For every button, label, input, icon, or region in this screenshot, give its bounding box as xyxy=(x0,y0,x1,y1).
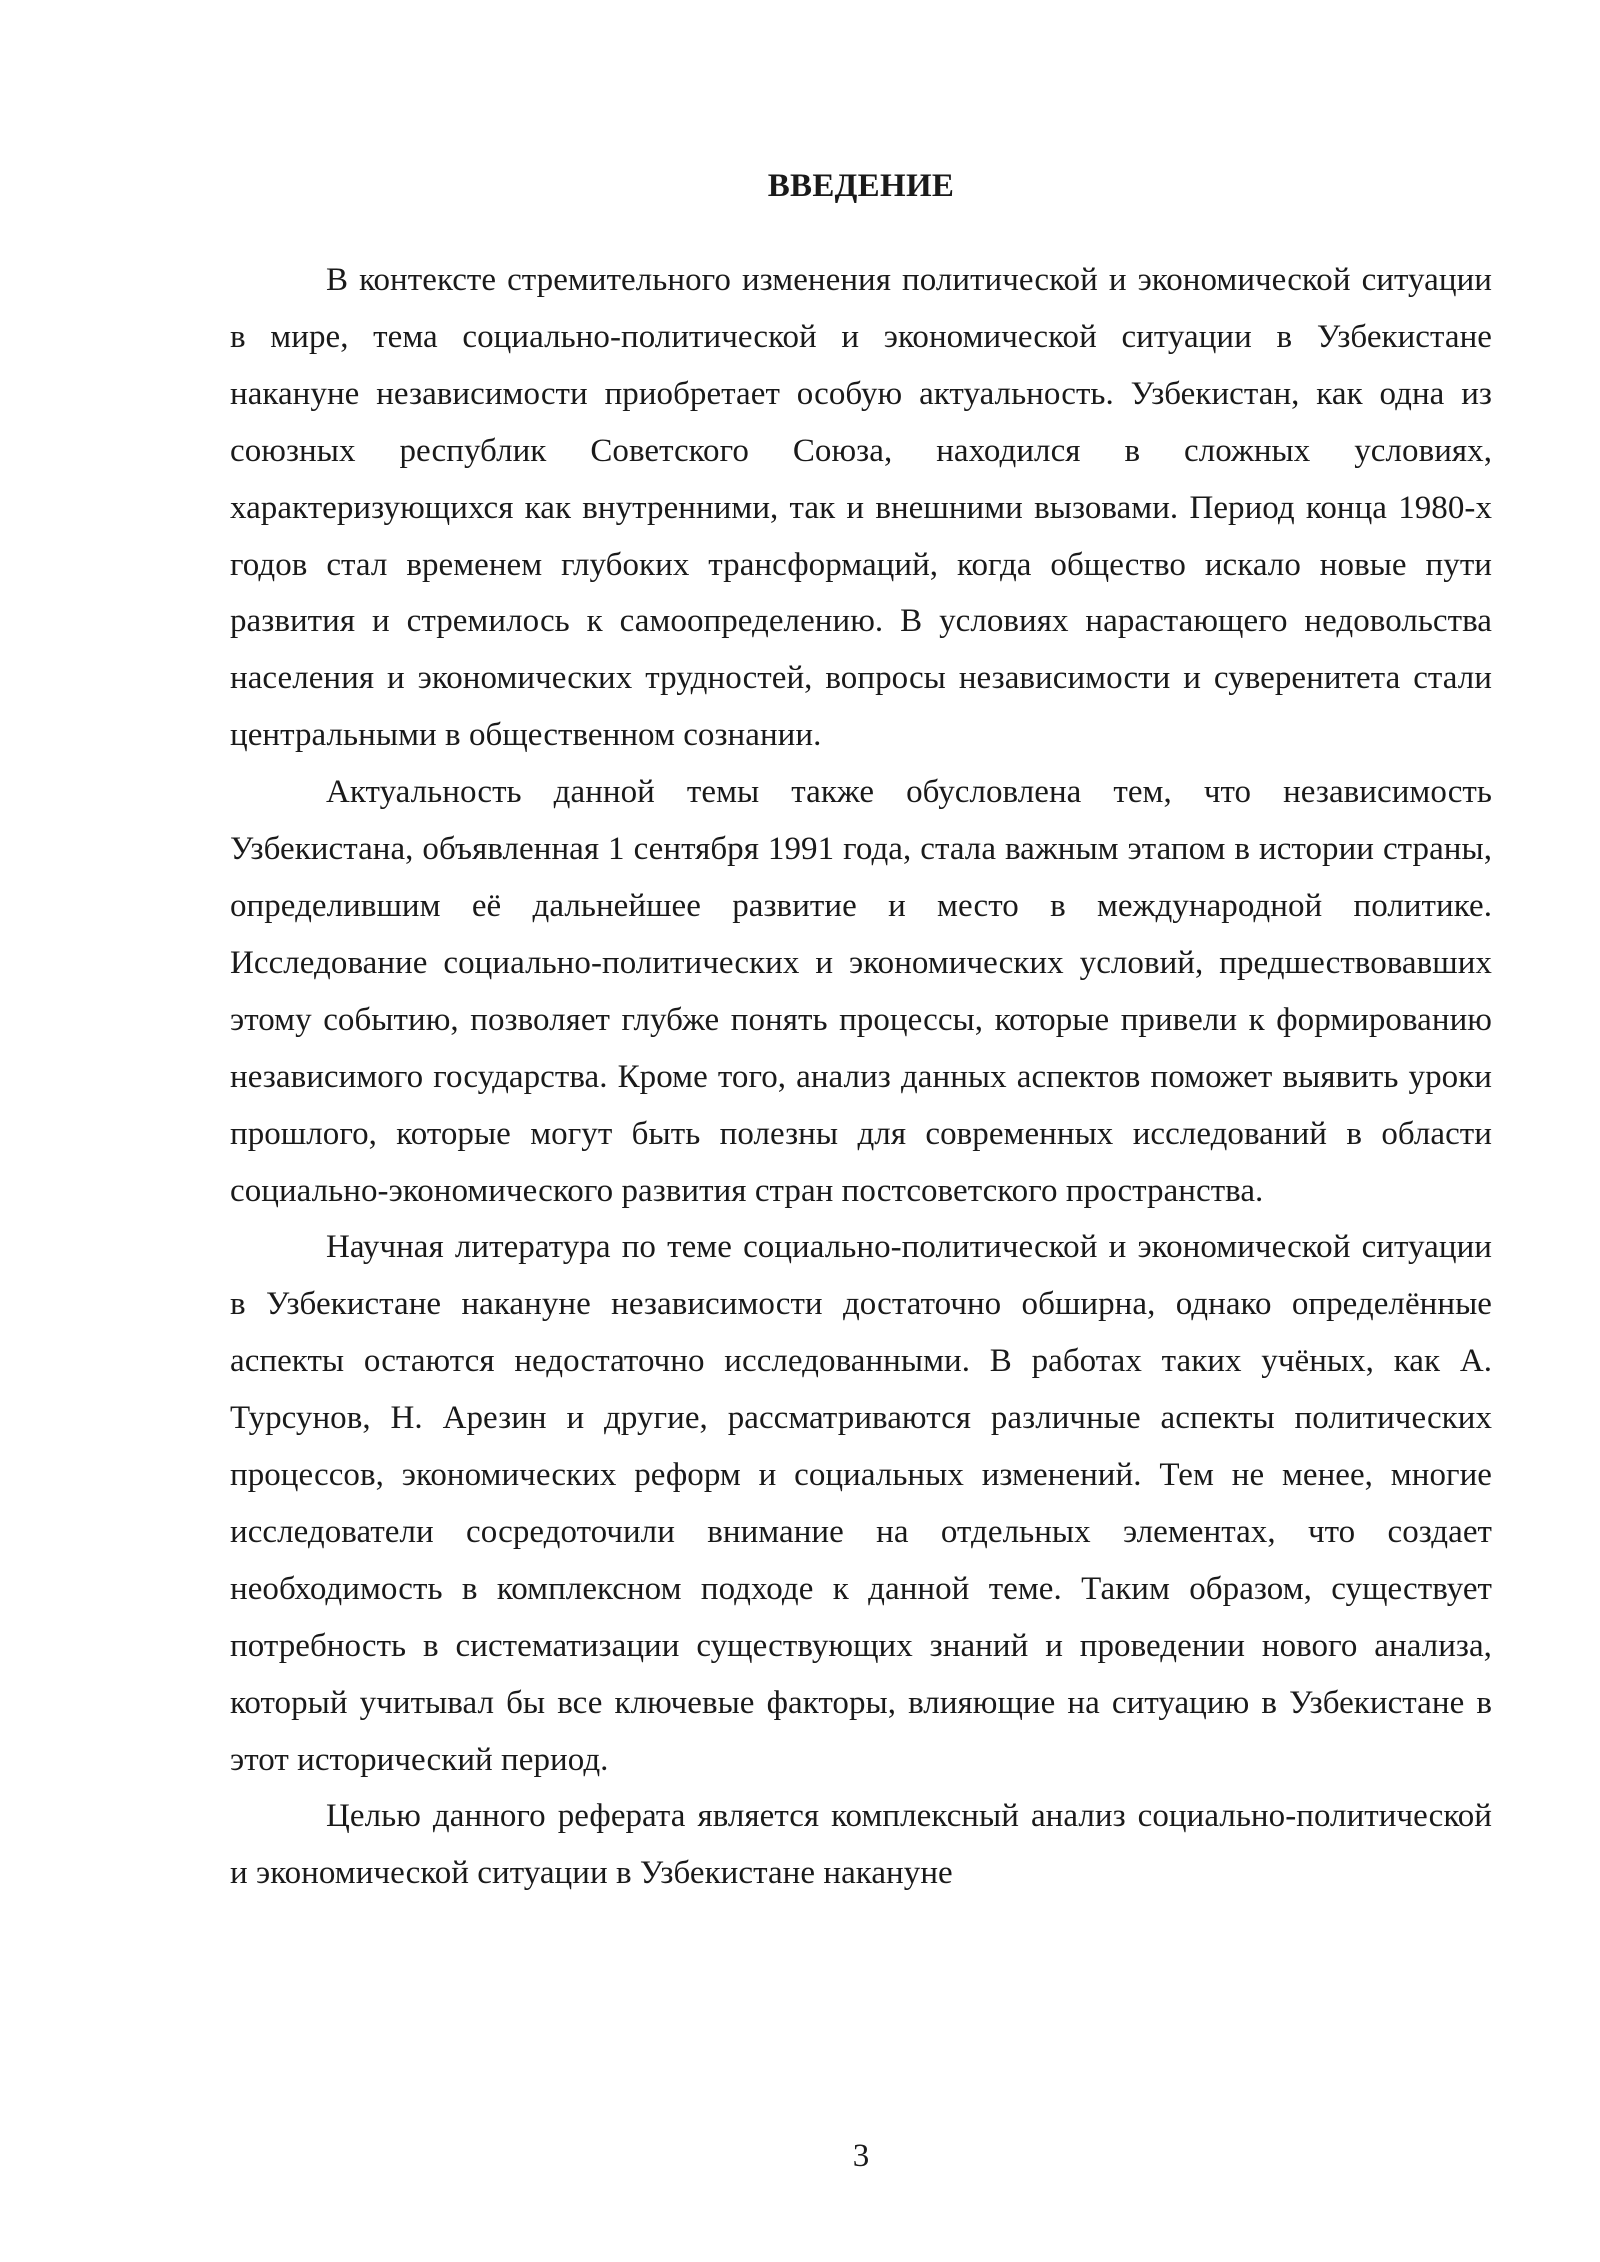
paragraph-4: Целью данного реферата является комплексный анализ социально-политической и экономической ситуации в Узбекистане накануне xyxy=(230,1798,1492,1892)
paragraph-3: Научная литература по теме социально-политической и экономической ситуации в Узбекистане накануне независимости достаточно обширна, однако определённые аспекты остаются недостаточно исследованными. В работах таких учёных, как А. Турсунов, Н. Арезин и другие, рассматриваются различные аспекты политических процессов, экономических реформ и социальных изменений. Тем не менее, многие исследователи сосредоточили внимание на отдельных элементах, что создает необходимость в комплексном подходе к данной теме. Таким образом, существует потребность в систематизации существующих знаний и проведении нового анализа, который учитывал бы все ключевые факторы, влияющие на ситуацию в Узбекистане в этот исторический период. xyxy=(230,1229,1492,1778)
page-number: 3 xyxy=(852,2138,870,2174)
section-heading: ВВЕДЕНИЕ xyxy=(767,168,955,204)
paragraph-2: Актуальность данной темы также обусловлена тем, что независимость Узбекистана, объявленная 1 сентября 1991 года, стала важным этапом в истории страны, определившим её дальнейшее развитие и место в международной политике. Исследование социально-политических и экономических условий, предшествовавших этому событию, позволяет глубже понять процессы, которые привели к формированию независимого государства. Кроме того, анализ данных аспектов поможет выявить уроки прошлого, которые могут быть полезны для современных исследований в области социально-экономического развития стран постсоветского пространства. xyxy=(230,774,1492,1209)
body-text xyxy=(230,252,1492,1902)
paragraph-1: В контексте стремительного изменения политической и экономической ситуации в мире, тема социально-политической и экономической ситуации в Узбекистане накануне независимости приобретает особую актуальность. Узбекистан, как одна из союзных республик Советского Союза, находился в сложных условиях, характеризующихся как внутренними, так и внешними вызовами. Период конца 1980-х годов стал временем глубоких трансформаций, когда общество искало новые пути развития и стремилось к самоопределению. В условиях нарастающего недовольства населения и экономических трудностей, вопросы независимости и суверенитета стали центральными в общественном сознании. xyxy=(230,262,1492,754)
